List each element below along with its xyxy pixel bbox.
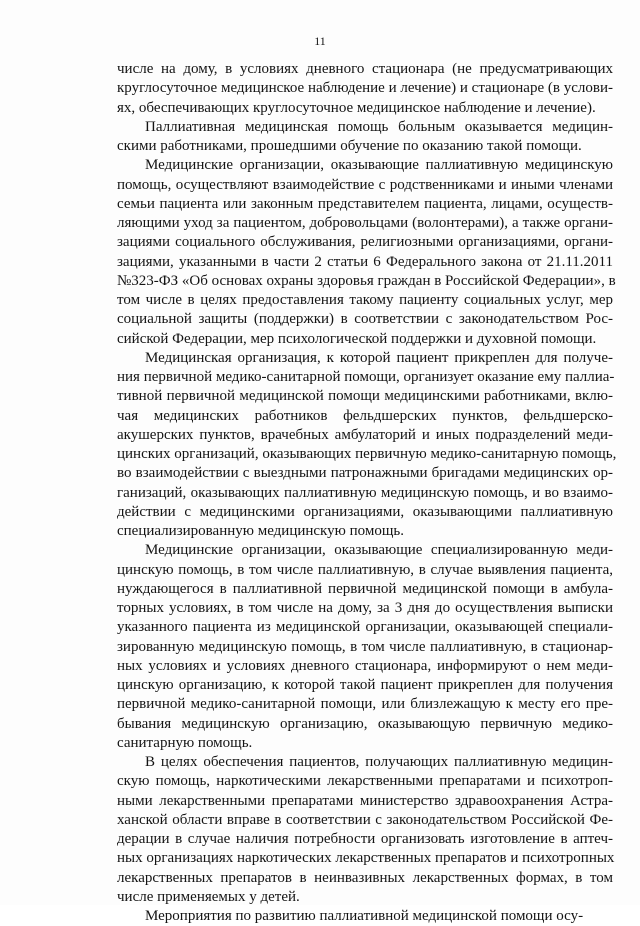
text-line: числе применяемых у детей. xyxy=(117,888,300,905)
text-line: скую помощь, наркотическими лекарственными препаратами и психотроп- xyxy=(117,773,613,790)
text-line: Мероприятия по развитию паллиативной медицинской помощи осу- xyxy=(145,908,584,924)
text-line: ляющими уход за пациентом, добровольцами (волонтерами), а также органи- xyxy=(117,215,613,231)
text-line: ханской области вправе в соответствии с законодательством Российской Фе- xyxy=(117,811,613,828)
text-line: №323-ФЗ «Об основах охраны здоровья граждан в Российской Федерации», в xyxy=(117,272,616,289)
text-line: цинских организаций, оказывающих первичную медико-санитарную помощь, xyxy=(117,446,617,462)
text-line: Паллиативная медицинская помощь больным оказывается медицин- xyxy=(145,118,613,135)
text-line: В целях обеспечения пациентов, получающих паллиативную медицин- xyxy=(145,754,613,770)
text-line: во взаимодействии с выездными патронажными бригадами медицинских ор- xyxy=(117,465,613,482)
text-line: бывания медицинскую организацию, оказывающую первичную медико- xyxy=(117,715,613,732)
text-line: ных организациях наркотических лекарственных препаратов и психотропных xyxy=(117,850,615,867)
text-line: сийской Федерации, мер психологической поддержки и духовной помощи. xyxy=(117,330,597,347)
text-line: помощь, осуществляют взаимодействие с родственниками и иными членами xyxy=(117,176,613,193)
text-line: зациями, указанными в части 2 статьи 6 Федерального закона от 21.11.2011 xyxy=(117,253,613,270)
text-line: Медицинская организация, к которой пациент прикреплен для получе- xyxy=(145,349,613,366)
text-line: Медицинские организации, оказывающие специализированную меди- xyxy=(145,542,613,559)
paragraph xyxy=(117,349,617,542)
text-line: лекарственных препаратов в неинвазивных лекарственных формах, в том xyxy=(117,869,613,886)
text-line: специализированную медицинскую помощь. xyxy=(117,523,404,539)
page-number: 11 xyxy=(314,34,326,48)
document-body xyxy=(117,60,617,926)
paragraph xyxy=(117,753,613,907)
text-line: указанного пациента из медицинской организации, оказывающей специали- xyxy=(117,619,613,636)
paragraph xyxy=(117,118,613,157)
text-line: круглосуточное медицинское наблюдение и лечение) и стационаре (в услови- xyxy=(117,80,613,97)
text-line: дерации в случае наличия потребности организовать изготовление в аптеч- xyxy=(117,831,613,847)
text-line: числе на дому, в условиях дневного стационара (не предусматривающих xyxy=(117,61,613,77)
text-line: Медицинские организации, оказывающие паллиативную медицинскую xyxy=(145,157,613,174)
text-line: ных условиях и условиях дневного стационара, информируют о нем меди- xyxy=(117,657,613,674)
paragraph xyxy=(117,907,613,926)
paragraph xyxy=(117,60,613,118)
paragraph xyxy=(117,541,613,753)
text-line: социальной защиты (поддержки) в соответствии с законодательством Рос- xyxy=(117,311,613,328)
text-line: зациями социального обслуживания, религиозными организациями, органи- xyxy=(117,234,613,251)
text-line: акушерских пунктов, врачебных амбулаторий и иных подразделений меди- xyxy=(117,426,613,443)
text-line: нуждающегося в паллиативной первичной медицинской помощи в амбула- xyxy=(117,580,613,597)
text-line: санитарную помощь. xyxy=(117,734,253,751)
text-line: том числе в целях предоставления такому пациенту социальных услуг, мер xyxy=(117,292,613,308)
text-line: семьи пациента или законным представителем пациента, лицами, осуществ- xyxy=(117,195,613,212)
text-line: первичной медико-санитарной помощи, или близлежащую к месту его пре- xyxy=(117,696,613,713)
text-line: скими работниками, прошедшими обучение по оказанию такой помощи. xyxy=(117,138,582,154)
text-line: цинскую организацию, к которой такой пациент прикреплен для получения xyxy=(117,677,613,693)
text-line: ях, обеспечивающих круглосуточное медицинское наблюдение и лечение). xyxy=(117,99,596,116)
text-line: ния первичной медико-санитарной помощи, организует оказание ему паллиа- xyxy=(117,369,615,385)
text-line: ными лекарственными препаратами министерство здравоохранения Астра- xyxy=(117,792,613,809)
text-line: ганизаций, оказывающих паллиативную медицинскую помощь, и во взаимо- xyxy=(117,484,613,501)
text-line: торных условиях, в том числе на дому, за 3 дня до осуществления выписки xyxy=(117,600,613,616)
text-line: зированную медицинскую помощь, в том числе паллиативную, в стационар- xyxy=(117,638,613,655)
text-line: тивной первичной медицинской помощи медицинскими работниками, вклю- xyxy=(117,388,613,405)
text-line: цинскую помощь, в том числе паллиативную, в случае выявления пациента, xyxy=(117,561,613,578)
text-line: действии с медицинскими организациями, оказывающими паллиативную xyxy=(117,503,613,520)
paragraph xyxy=(117,156,616,349)
text-line: чая медицинских работников фельдшерских пунктов, фельдшерско- xyxy=(117,407,613,424)
